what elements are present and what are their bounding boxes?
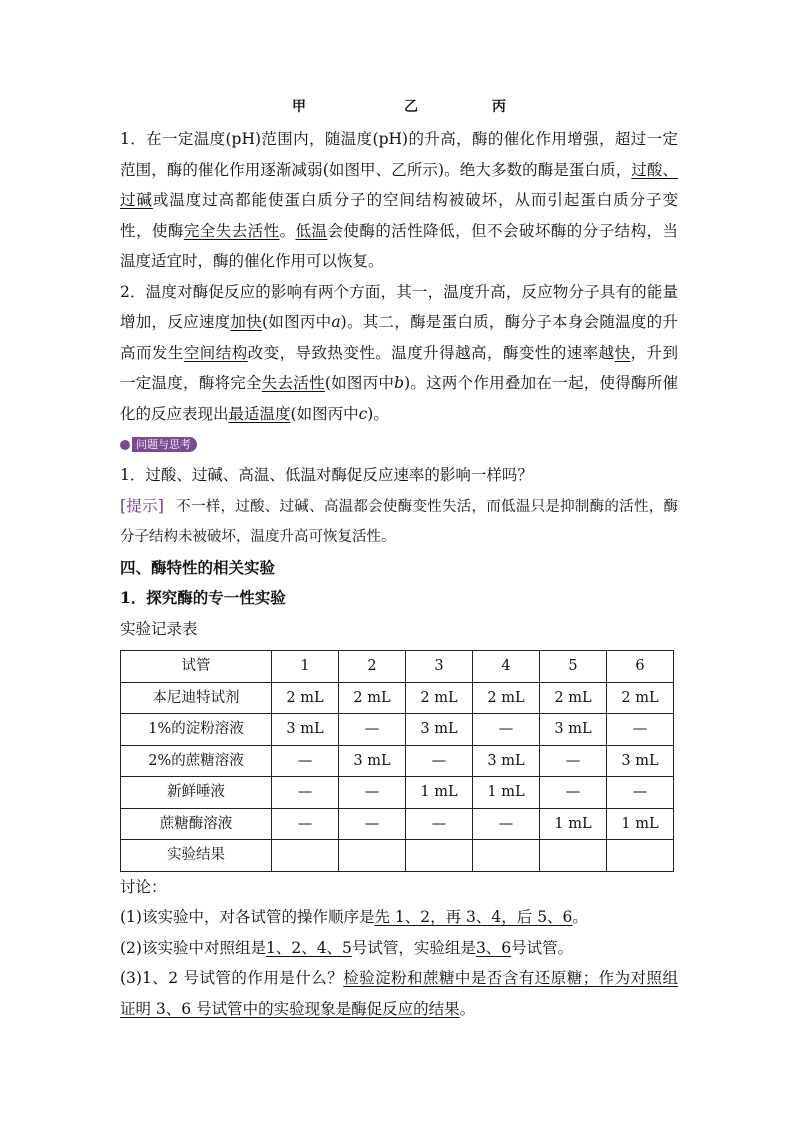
discussion-item-3 — [120, 963, 678, 1024]
table-cell: — — [406, 808, 473, 840]
table-cell: — — [607, 777, 674, 809]
table-title: 实验记录表 — [120, 619, 198, 638]
table-cell: 2 mL — [607, 682, 674, 714]
table-cell: 1 mL — [540, 808, 607, 840]
text: (1)该实验中，对各试管的操作顺序是 — [120, 908, 375, 926]
table-cell: — — [473, 808, 540, 840]
underlined-answer: 完全失去活性 — [183, 221, 280, 240]
table-row — [121, 808, 674, 840]
underlined-answer: 3、6 — [475, 938, 512, 957]
header-cell: 3 — [406, 651, 473, 683]
underlined-answer: 先 1、2，再 3、4，后 5、6 — [374, 908, 573, 926]
table-cell — [339, 840, 406, 872]
underlined-answer: 1、2、4、5 — [265, 938, 352, 957]
text: ，升到一定温度，酶将完全 — [120, 343, 678, 392]
text: 号试管，实验组是 — [351, 938, 476, 957]
table-cell — [473, 840, 540, 872]
table-cell: — — [339, 777, 406, 809]
underlined-answer: 空间结构 — [183, 343, 248, 362]
discussion-label: 讨论： — [120, 877, 167, 896]
table-cell: 2 mL — [339, 682, 406, 714]
table-cell: 2 mL — [272, 682, 339, 714]
text: (3)1、2 号试管的作用是什么？ — [120, 969, 344, 987]
table-row — [121, 745, 674, 777]
text: (2)该实验中对照组是 — [120, 938, 266, 957]
question-think-badge — [120, 437, 197, 452]
table-row — [121, 777, 674, 809]
underlined-answer: 快 — [614, 343, 631, 362]
italic-label: c — [358, 404, 368, 423]
table-cell: 2 mL — [473, 682, 540, 714]
row-label: 1%的淀粉溶液 — [121, 714, 272, 746]
text: 号试管。 — [511, 938, 574, 957]
header-cell: 4 — [473, 651, 540, 683]
paragraph-1 — [120, 124, 678, 277]
table-cell: — — [339, 808, 406, 840]
text: )。其二，酶是蛋白质，酶分子本身会随温度的升高而发生 — [120, 313, 678, 362]
tip-paragraph — [120, 491, 678, 553]
figure-label-jia: 甲 — [292, 99, 306, 115]
table-cell: — — [272, 808, 339, 840]
table-cell — [607, 840, 674, 872]
text: 改变，导致热变性。温度升得越高，酶变性的速率越 — [247, 343, 615, 362]
table-cell — [406, 840, 473, 872]
underlined-answer: 检验淀粉和蔗糖中是否含有还原糖；作为对照组证明 3、6 号试管中的实验现象是酶促反应的结果 — [120, 969, 678, 1018]
row-label: 蔗糖酶溶液 — [121, 808, 272, 840]
table-cell: — — [339, 714, 406, 746]
table-cell: 3 mL — [607, 745, 674, 777]
header-cell: 5 — [540, 651, 607, 683]
main-content — [120, 124, 678, 1024]
tip-label: [提示] — [120, 496, 164, 515]
row-label: 实验结果 — [121, 840, 272, 872]
underlined-answer: 加快 — [230, 313, 262, 331]
table-row — [121, 714, 674, 746]
text: 或温度过高都能使蛋白质分子的空间结构被破坏，从而引起蛋白质分子变性，使酶 — [120, 191, 678, 240]
figure-label-yi: 乙 — [404, 99, 418, 115]
table-cell: — — [607, 714, 674, 746]
table-cell: 1 mL — [473, 777, 540, 809]
underlined-answer: 最适温度 — [228, 404, 291, 423]
tip-text: 不一样，过酸、过碱、高温都会使酶变性失活，而低温只是抑制酶的活性，酶分子结构未被破坏，温度升高可恢复活性。 — [120, 498, 678, 545]
question: 1．过酸、过碱、高温、低温对酶促反应速率的影响一样吗？ — [120, 466, 533, 484]
underlined-answer: 低温 — [295, 221, 328, 240]
table-cell: 2 mL — [406, 682, 473, 714]
table-cell: 2 mL — [540, 682, 607, 714]
header-cell: 试管 — [121, 651, 272, 683]
table-cell: — — [272, 745, 339, 777]
italic-label: b — [394, 374, 405, 392]
header-cell: 1 — [272, 651, 339, 683]
discussion-item-2 — [120, 933, 678, 964]
text: )。这两个作用叠加在一起，使得酶所催化的反应表现出 — [120, 374, 678, 423]
table-cell: — — [406, 745, 473, 777]
text: (如图丙中 — [261, 313, 332, 331]
table-cell: — — [473, 714, 540, 746]
text: (如图丙中 — [290, 404, 359, 423]
table-cell: 3 mL — [339, 745, 406, 777]
table-cell: 1 mL — [607, 808, 674, 840]
row-label: 2%的蔗糖溶液 — [121, 745, 272, 777]
row-label: 新鲜唾液 — [121, 777, 272, 809]
text: )。 — [367, 404, 389, 423]
table-cell: 1 mL — [406, 777, 473, 809]
text: 。 — [459, 999, 476, 1018]
badge-dot-icon — [120, 440, 130, 450]
text: 。 — [279, 221, 296, 240]
table-cell: 3 mL — [473, 745, 540, 777]
text: 1．在一定温度(pH)范围内，随温度(pH)的升高，酶的催化作用增强，超过一定范围，酶的催化作用逐渐减弱(如图甲、乙所示)。绝大多数的酶是蛋白质， — [120, 130, 678, 179]
table-cell: — — [540, 777, 607, 809]
badge-label: 问题与思考 — [132, 437, 197, 452]
table-header-row — [121, 651, 674, 683]
paragraph-2 — [120, 277, 678, 430]
text: (如图丙中 — [324, 374, 395, 392]
discussion-item-1 — [120, 902, 678, 933]
text: 。 — [572, 908, 588, 926]
italic-label: a — [331, 313, 341, 331]
text: 会使酶的活性降低，但不会破坏酶的分子结构，当温度适宜时，酶的催化作用可以恢复。 — [120, 221, 678, 270]
header-cell: 6 — [607, 651, 674, 683]
header-cell: 2 — [339, 651, 406, 683]
table-cell — [272, 840, 339, 872]
table-row — [121, 840, 674, 872]
underlined-answer: 失去活性 — [261, 374, 325, 392]
text: 2．温度对酶促反应的影响有两个方面，其一，温度升高，反应物分子具有的能量增加，反应速度 — [120, 282, 678, 331]
table-row — [121, 682, 674, 714]
experiment-record-table — [120, 650, 674, 872]
table-cell: 3 mL — [406, 714, 473, 746]
table-cell — [540, 840, 607, 872]
table-cell: 3 mL — [272, 714, 339, 746]
table-cell: — — [540, 745, 607, 777]
underlined-answer: 过酸、过碱 — [120, 160, 678, 209]
table-cell: — — [272, 777, 339, 809]
figure-label-bing: 丙 — [492, 99, 506, 115]
figure-labels — [0, 96, 794, 118]
row-label: 本尼迪特试剂 — [121, 682, 272, 714]
section-heading: 四、酶特性的相关实验 — [120, 557, 276, 577]
sub-heading: 1．探究酶的专一性实验 — [120, 588, 286, 607]
table-cell: 3 mL — [540, 714, 607, 746]
